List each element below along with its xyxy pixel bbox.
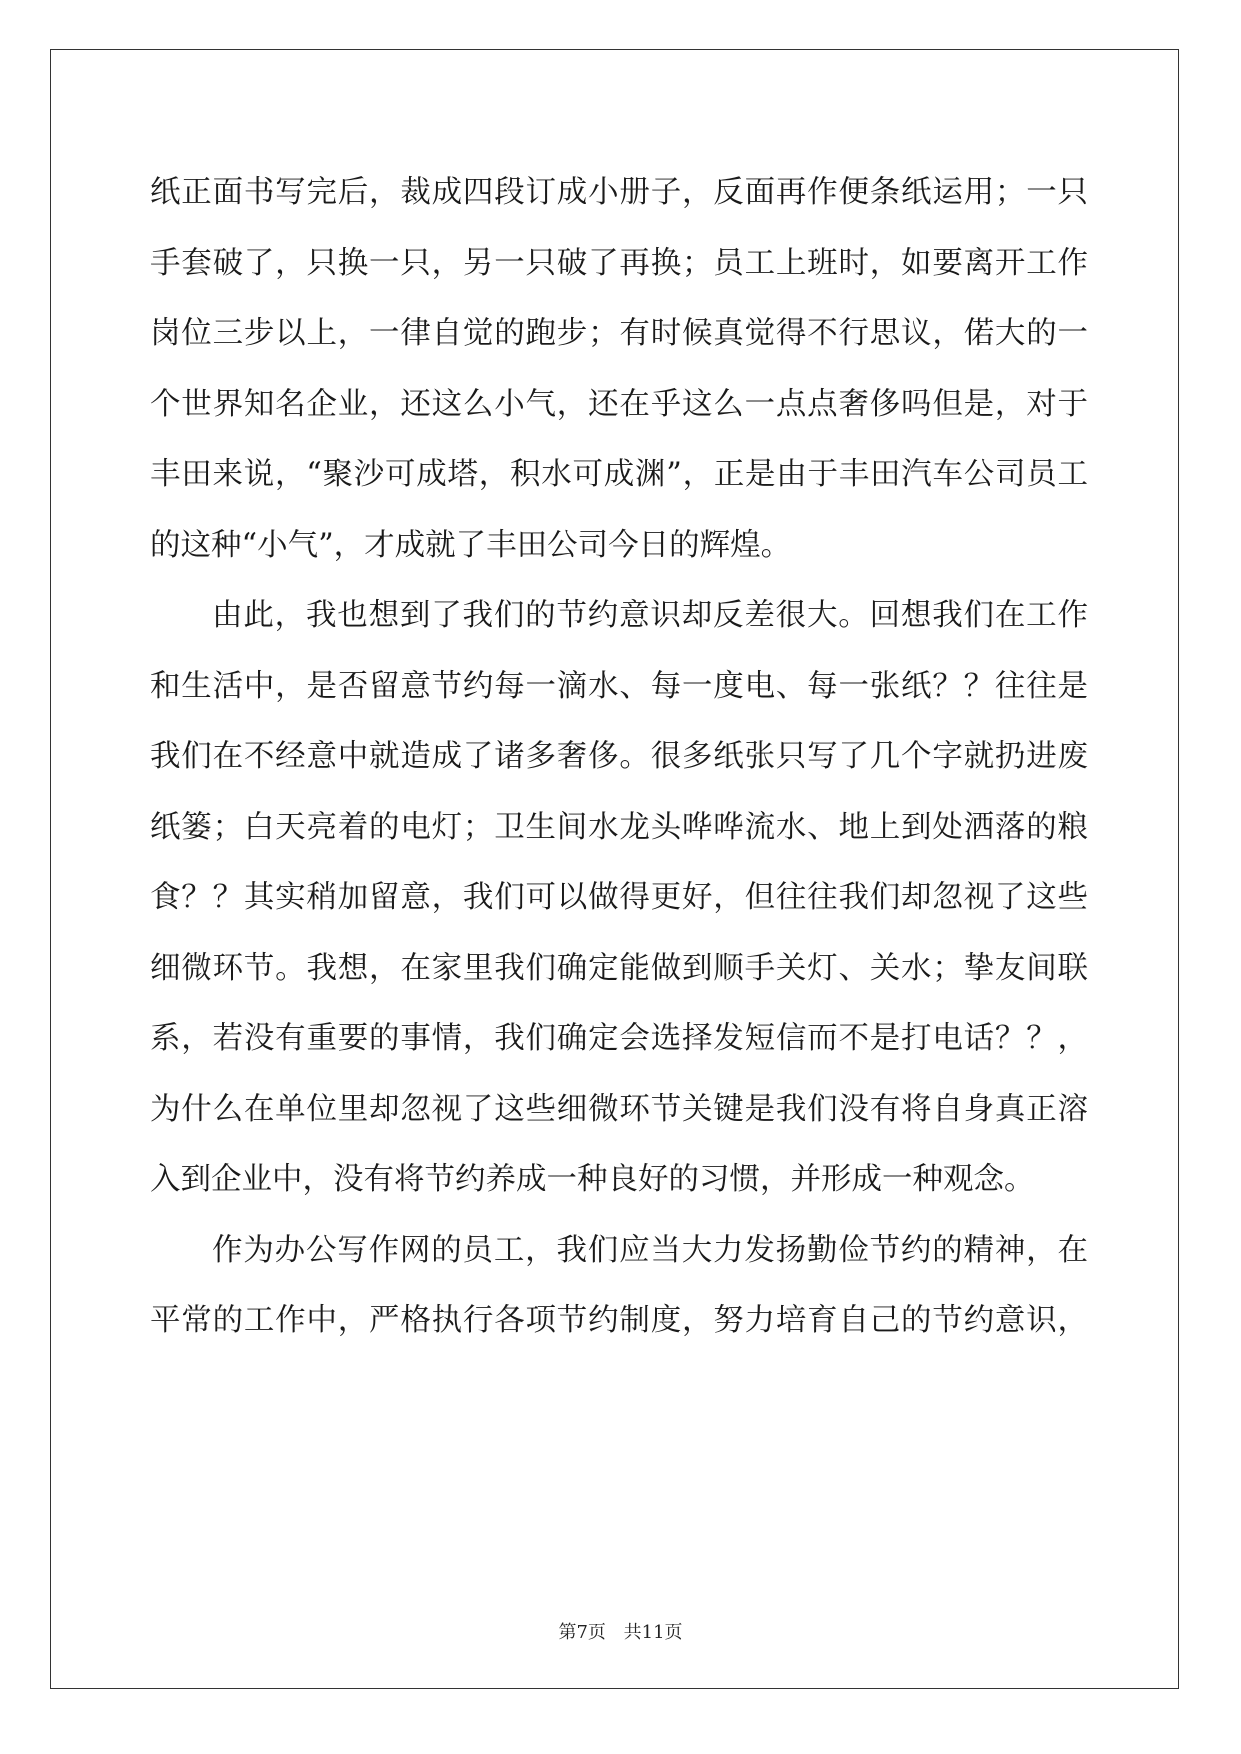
text-line: 入到企业中，没有将节约养成一种良好的习惯，并形成一种观念。 — [150, 1162, 1035, 1197]
page-total: 共11页 — [623, 1622, 683, 1643]
text-line: 平常的工作中，严格执行各项节约制度，努力培育自己的节约意识， — [150, 1303, 1088, 1338]
text-line: 食？？其实稍加留意，我们可以做得更好，但往往我们却忽视了这些 — [150, 880, 1088, 915]
text-line: 的这种“小气”，才成就了丰田公司今日的辉煌。 — [150, 527, 792, 563]
text-line: 作为办公写作网的员工，我们应当大力发扬勤俭节约的精神，在 — [212, 1232, 1088, 1268]
text-line: 细微环节。我想，在家里我们确定能做到顺手关灯、关水；挚友间联 — [150, 950, 1088, 986]
text-line: 纸正面书写完后，裁成四段订成小册子，反面再作便条纸运用；一只 — [150, 175, 1088, 210]
text-line: 手套破了，只换一只，另一只破了再换；员工上班时，如要离开工作 — [150, 245, 1088, 281]
page-footer — [0, 1618, 1241, 1644]
text-line: 岗位三步以上，一律自觉的跑步；有时候真觉得不行思议，偌大的一 — [150, 316, 1088, 351]
document-body — [150, 158, 1088, 1357]
text-line: 我们在不经意中就造成了诸多奢侈。很多纸张只写了几个字就扔进废 — [150, 739, 1088, 774]
text-line: 个世界知名企业，还这么小气，还在乎这么一点点奢侈吗但是，对于 — [150, 386, 1088, 422]
text-line: 丰田来说，“聚沙可成塔，积水可成渊”，正是由于丰田汽车公司员工 — [150, 457, 1088, 492]
text-line: 纸篓；白天亮着的电灯；卫生间水龙头哗哗流水、地上到处洒落的粮 — [150, 809, 1088, 845]
text-line: 和生活中，是否留意节约每一滴水、每一度电、每一张纸？？往往是 — [150, 668, 1088, 704]
page-number: 第7页 — [558, 1622, 606, 1643]
text-line: 系，若没有重要的事情，我们确定会选择发短信而不是打电话？？， — [150, 1021, 1088, 1056]
text-line: 由此，我也想到了我们的节约意识却反差很大。回想我们在工作 — [212, 598, 1088, 633]
text-line: 为什么在单位里却忽视了这些细微环节关键是我们没有将自身真正溶 — [150, 1091, 1088, 1127]
